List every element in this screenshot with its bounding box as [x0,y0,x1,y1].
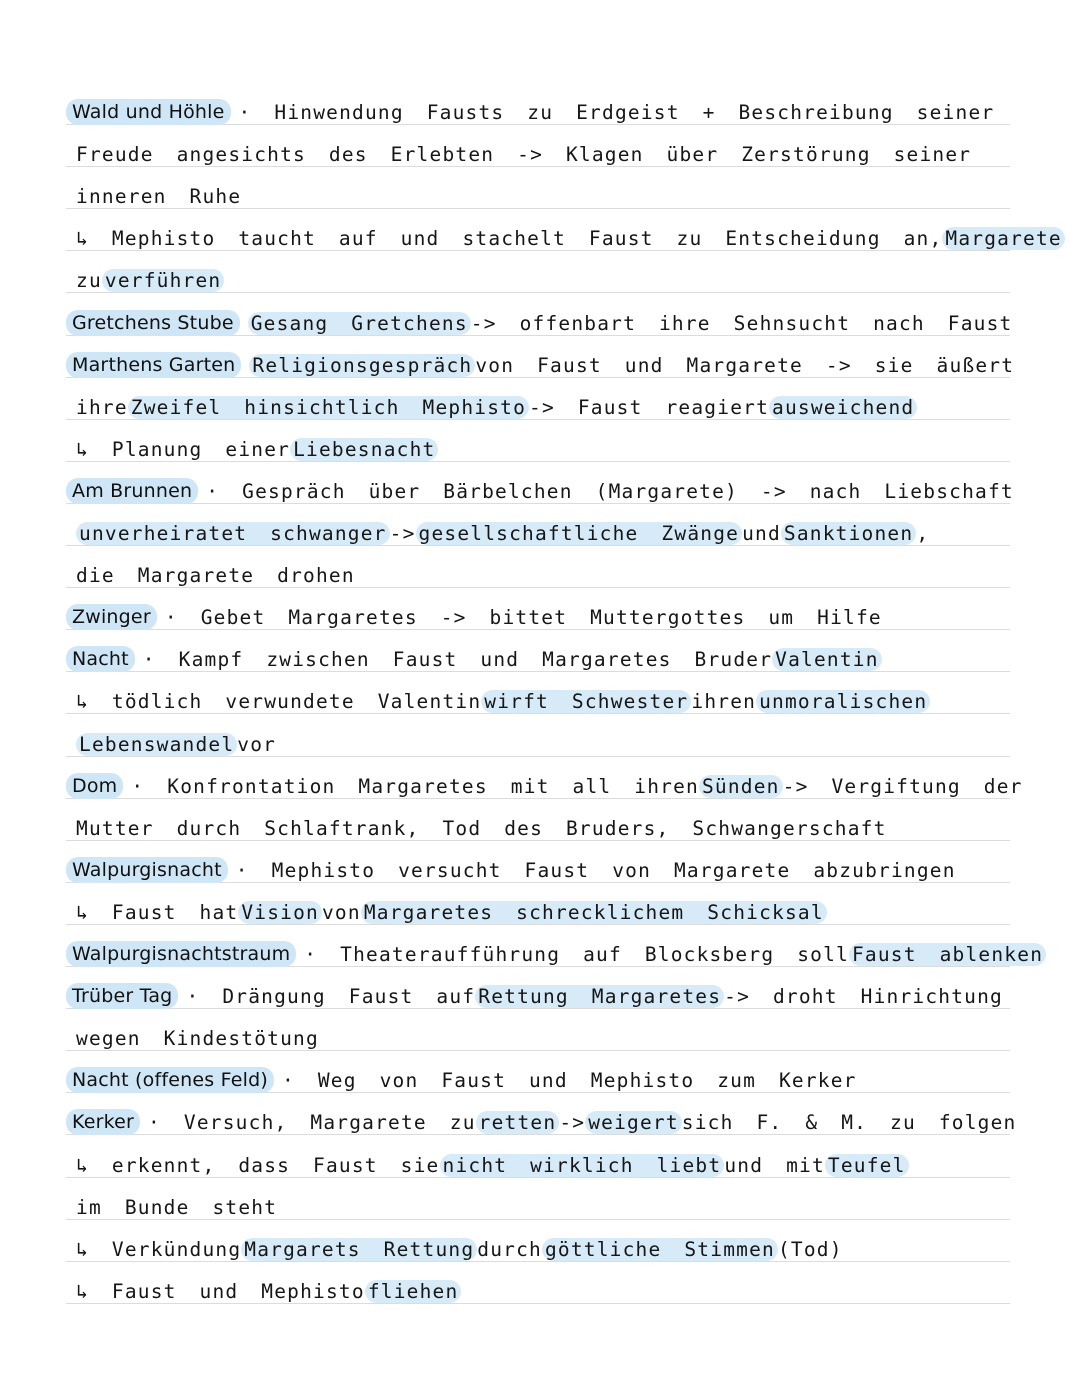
note-line [66,939,1044,969]
handwritten-text: -> [389,521,416,545]
handwritten-text: ↳ Mephisto taucht auf und stachelt Faust zu Entscheidung an, [76,226,943,250]
scene-heading: Gretchens Stube [66,310,240,336]
handwritten-text: -> offenbart ihre Sehnsucht nach Faust [470,311,1013,335]
handwritten-text: zu [76,268,102,292]
handwritten-text: die Margarete drohen [76,563,355,587]
note-line [66,476,1026,506]
highlighted-text: Margaretes schrecklichem Schicksal [361,901,827,924]
highlighted-text: Gesang Gretchens [248,312,471,335]
highlighted-text: Margarete [942,227,1064,250]
note-line [66,181,1036,211]
highlighted-text: wirft Schwester [481,690,691,713]
scene-heading: Zwinger [66,604,157,630]
note-line [66,1065,1026,1095]
handwritten-text: · Gebet Margaretes -> bittet Muttergottes um Hilfe [164,605,882,629]
note-line [66,1023,1036,1053]
highlighted-text: unmoralischen [756,690,930,713]
highlighted-text: Liebesnacht [290,438,438,461]
note-line [66,813,1036,843]
highlighted-text: Lebenswandel [76,733,237,756]
note-line [66,771,1026,801]
highlighted-text: gesellschaftliche Zwänge [416,522,743,545]
handwritten-text: Freude angesichts des Erlebten -> Klagen über Zerstörung seiner [76,142,972,166]
handwritten-text: im Bunde steht [76,1195,278,1219]
scene-heading: Walpurgisnachtstraum [66,941,296,967]
handwritten-text: , [916,521,930,545]
highlighted-text: göttliche Stimmen [542,1238,778,1261]
note-line [66,981,1026,1011]
handwritten-text: · Drängung Faust auf [186,984,476,1008]
scene-heading: Nacht [66,646,135,672]
handwritten-text: · Hinwendung Fausts zu Erdgeist + Beschreibung seiner [238,100,995,124]
handwritten-text: -> Faust reagiert [529,395,770,419]
handwritten-text: und mit [724,1153,825,1177]
scene-heading: Marthens Garten [66,352,241,378]
highlighted-text: Teufel [825,1154,909,1177]
note-line [66,729,1036,759]
handwritten-text: · Theateraufführung auf Blocksberg soll [304,942,849,966]
highlighted-text: unverheiratet schwanger [76,522,390,545]
note-line [66,686,1036,716]
handwritten-text: durch [477,1237,542,1261]
handwritten-text: ↳ erkennt, dass Faust sie [76,1153,440,1177]
handwritten-text: ↳ Faust und Mephisto [76,1279,365,1303]
note-line [66,392,1036,422]
handwritten-text: wegen Kindestötung [76,1026,319,1050]
highlighted-text: Sanktionen [781,522,916,545]
scene-heading: Trüber Tag [66,983,178,1009]
note-line [66,308,1026,338]
note-line [66,1234,1036,1264]
note-line [66,97,1026,127]
handwritten-text: · Mephisto versucht Faust von Margarete abzubringen [235,858,956,882]
highlighted-text: Valentin [772,648,882,671]
note-line [66,265,1036,295]
note-line [66,350,1026,380]
highlighted-text: Religionsgespräch [249,354,475,377]
note-line [66,1192,1036,1222]
highlighted-text: fliehen [365,1280,462,1303]
note-line [66,855,1026,885]
note-line [66,1107,1026,1137]
handwritten-text: · Konfrontation Margaretes mit all ihren [131,774,699,798]
handwritten-text: · Kampf zwischen Faust und Margaretes Bruder [142,647,773,671]
handwritten-text: ihren [691,689,757,713]
scene-heading: Kerker [66,1109,140,1135]
note-line [66,223,1062,253]
highlighted-text: weigert [585,1111,682,1134]
note-line [66,139,1036,169]
note-line [66,1276,1036,1306]
note-line [66,897,1036,927]
scene-heading: Dom [66,773,123,799]
handwritten-text: inneren Ruhe [76,184,242,208]
highlighted-text: Sünden [699,775,783,798]
handwritten-text: (Tod) [777,1237,843,1261]
handwritten-text: ↳ Faust hat [76,900,239,924]
highlighted-text: Vision [238,901,322,924]
handwritten-text: -> droht Hinrichtung [724,984,1003,1008]
handwritten-text: von [321,900,361,924]
handwritten-text: sich F. & M. zu folgen [681,1110,1017,1134]
handwritten-text: -> Vergiftung der [782,774,1023,798]
note-line [66,1150,1036,1180]
highlighted-text: Margarets Rettung [241,1238,477,1261]
handwritten-text: -> [559,1110,586,1134]
handwritten-text: · Gespräch über Bärbelchen (Margarete) -> nach Liebschaft [206,479,1014,503]
note-line [66,434,1036,464]
handwritten-text: und [742,521,781,545]
highlighted-text: retten [476,1111,560,1134]
highlighted-text: Rettung Margaretes [475,985,724,1008]
scene-heading: Nacht (offenes Feld) [66,1067,274,1093]
note-line [66,602,1026,632]
note-line [66,644,1026,674]
handwritten-text: ↳ tödlich verwundete Valentin [76,689,482,713]
handwritten-text: ↳ Planung einer [76,437,291,461]
handwritten-text: vor [237,732,277,756]
handwritten-text: Mutter durch Schlaftrank, Tod des Bruders, Schwangerschaft [76,816,887,840]
highlighted-text: Zweifel hinsichtlich Mephisto [128,396,529,419]
highlighted-text: ausweichend [769,396,917,419]
handwritten-text: · Versuch, Margarete zu [148,1110,476,1134]
handwritten-text: ↳ Verkündung [76,1237,242,1261]
highlighted-text: nicht wirklich liebt [440,1154,725,1177]
note-line [66,560,1036,590]
highlighted-text: verführen [102,269,224,292]
handwritten-text: ihre [76,395,128,419]
scene-heading: Am Brunnen [66,478,198,504]
highlighted-text: Faust ablenken [849,943,1046,966]
scene-heading: Wald und Höhle [66,99,231,125]
handwritten-text: von Faust und Margarete -> sie äußert [475,353,1015,377]
handwritten-text: · Weg von Faust und Mephisto zum Kerker [281,1068,857,1092]
scene-heading: Walpurgisnacht [66,857,228,883]
note-line [66,518,1036,548]
